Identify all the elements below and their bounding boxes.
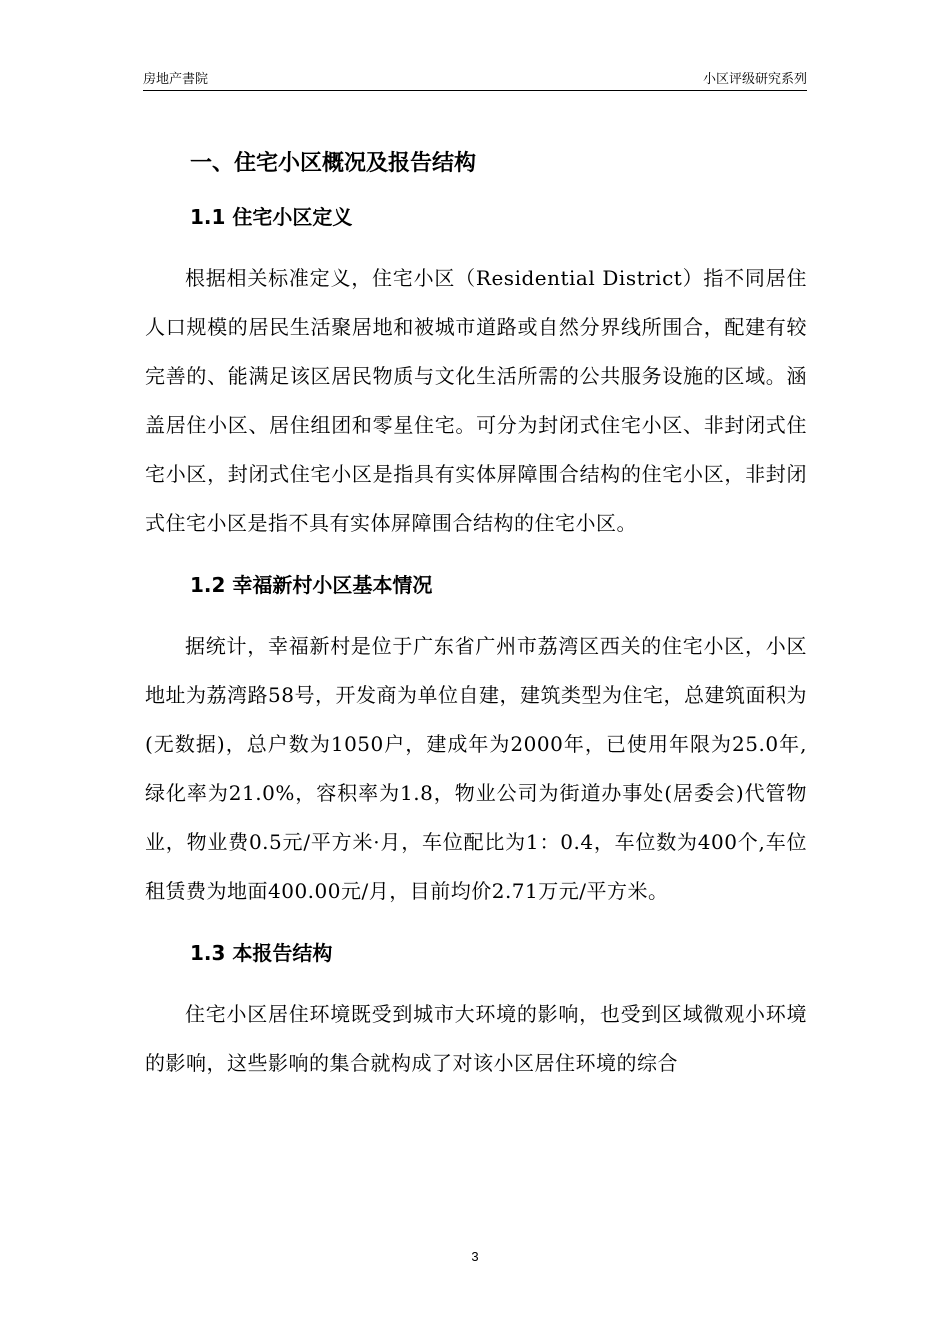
- header-publisher: 房地产書院: [143, 71, 209, 86]
- section-paragraph-1-3: 住宅小区居住环境既受到城市大环境的影响，也受到区域微观小环境的影响，这些影响的集合就构成了对该小区居住环境的综合: [145, 1002, 807, 1075]
- section-heading-1-2: 1.2 幸福新村小区基本情况: [190, 573, 433, 597]
- header-series-title: 小区评级研究系列: [702, 71, 807, 86]
- document-body: [145, 138, 807, 1108]
- chapter-title: 一、住宅小区概况及报告结构: [190, 151, 477, 176]
- section-heading-1-3: 1.3 本报告结构: [190, 941, 333, 965]
- section-paragraph-1-1: 根据相关标准定义，住宅小区（Residential District）指不同居住人口规模的居民生活聚居地和被城市道路或自然分界线所围合，配建有较完善的、能满足该区居民物质与文化生活所需的公共服务设施的区域。涵盖居住小区、居住组团和零星住宅。可分为封闭式住宅小区、非封闭式住宅小区，封闭式住宅小区是指具有实体屏障围合结构的住宅小区，非封闭式住宅小区是指不具有实体屏障围合结构的住宅小区。: [145, 266, 807, 535]
- page-header: [143, 66, 807, 91]
- section-paragraph-1-2: 据统计，幸福新村是位于广东省广州市荔湾区西关的住宅小区，小区地址为荔湾路58号，开发商为单位自建，建筑类型为住宅，总建筑面积为(无数据)，总户数为1050户，建成年为2000年，已使用年限为25.0年,绿化率为21.0%，容积率为1.8，物业公司为街道办事处(居委会)代管物业，物业费0.5元/平方米·月，车位配比为1：0.4，车位数为400个,车位租赁费为地面400.00元/月，目前均价2.71万元/平方米。: [145, 634, 807, 903]
- section-heading-1-1: 1.1 住宅小区定义: [190, 205, 353, 229]
- page-number: 3: [471, 1249, 479, 1264]
